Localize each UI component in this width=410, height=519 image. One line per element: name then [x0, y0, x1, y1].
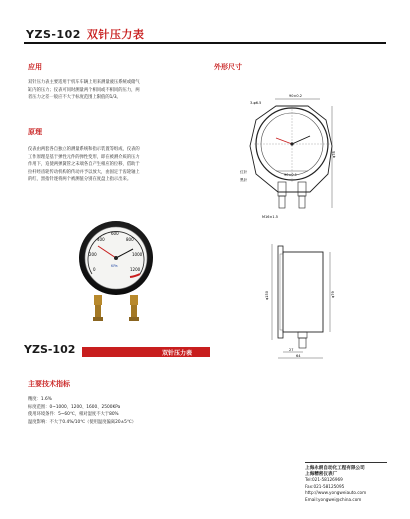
- text-line: 仪表由两套各自独立的测量系统和指示装置等组成，仪表的: [28, 147, 140, 152]
- gauge-tick-label: 600: [111, 231, 119, 236]
- title-name: 双针压力表: [86, 28, 145, 41]
- gauge-tick-label: 800: [126, 237, 134, 242]
- application-text: [28, 79, 206, 102]
- spec-line: 标度范围：0~1000、1200、1600、2500KPa: [28, 404, 121, 410]
- banner-name: 双针压力表: [161, 350, 192, 357]
- gauge-unit: KPa: [111, 264, 118, 268]
- dim-label: 27: [289, 348, 294, 352]
- black-needle-label: 黑针: [240, 178, 248, 182]
- dim-label: 64: [296, 354, 301, 358]
- gauge-photo: [78, 219, 154, 327]
- front-ring: [278, 246, 283, 338]
- heading-principle: 原理: [28, 128, 42, 136]
- banner-model: YZS-102: [24, 343, 76, 356]
- gauge-tick-label: 1200: [130, 267, 141, 272]
- side-drawing: [258, 240, 338, 360]
- text-line: 双针压力表主要适用于机车车辆上用来测量液压系统或储气: [28, 80, 140, 85]
- text-line: 缸内的压力；仪表可同时测量两个相同或不相同的压力，两: [28, 87, 140, 93]
- factory-name: 上海精密仪表厂: [305, 472, 338, 477]
- case-body: [283, 252, 323, 332]
- red-needle-label: 红针: [240, 170, 248, 174]
- text-line: 者压力之差一般应不大于标度范围上限值的1/3。: [28, 95, 121, 100]
- dim-label: 3-φ6.5: [250, 101, 262, 105]
- text-line: 作用下，迫使两弹簧管之末端各自产生相应的位移，借助于: [28, 162, 140, 167]
- page-title: [26, 26, 144, 42]
- dim-label: φ78: [332, 151, 336, 158]
- text-line: 工作原理是基于弹性元件的弹性变形，即在被测介质的压力: [28, 154, 140, 160]
- title-rule: [24, 42, 386, 44]
- dim-label: φ79: [331, 291, 335, 298]
- contact-block: [305, 462, 387, 503]
- spec-line: 使用环境条件：5~60℃，相对湿度不大于80%: [28, 412, 119, 417]
- product-banner: [24, 343, 210, 359]
- dim-label: M16×1.5: [262, 215, 278, 219]
- banner-bar: [82, 347, 210, 357]
- mount-flange: [250, 106, 332, 192]
- fitting-left: [94, 295, 102, 305]
- specs-text: [28, 396, 218, 426]
- gauge-tick-label: 400: [97, 237, 105, 242]
- principle-text: [28, 146, 206, 184]
- gauge-tick-label: 200: [89, 252, 97, 257]
- contact-tel: Tel:021-58126969: [305, 477, 343, 482]
- gauge-tick-label: 1000: [132, 252, 143, 257]
- text-line: 拉杆经齿轮传动机构的传动并予以放大，由固定于齿轮轴上: [28, 169, 140, 175]
- spec-line: 精度：1.6%: [28, 397, 52, 402]
- contact-rule: [305, 462, 387, 463]
- company-name: 上海永朗自动化工程有限公司: [305, 466, 365, 471]
- text-line: 的红、黑指针逐将两个被测值分别在度盘上指示出来。: [28, 177, 132, 182]
- contact-website: http://www.yongweiauto.com: [305, 490, 367, 496]
- heading-specs: 主要技术指标: [28, 380, 70, 388]
- dim-label: 90±0.2: [289, 94, 302, 98]
- spec-line: 温度影响：不大于0.4%/10℃（使用温度偏离20±5℃）: [28, 419, 137, 425]
- heading-application: 应用: [28, 63, 42, 71]
- fitting-right: [130, 295, 138, 305]
- contact-fax: Fax:021-58125095: [305, 483, 345, 489]
- dim-label: φ150: [265, 291, 269, 300]
- dim-label: 90±0.1: [284, 173, 297, 177]
- gauge-tick-label: 0: [93, 267, 96, 272]
- front-drawing: [238, 86, 338, 226]
- heading-dimensions: 外形尺寸: [214, 63, 242, 71]
- contact-email: Email:yongwei@china.com: [305, 496, 362, 502]
- title-model: YZS-102: [26, 28, 81, 41]
